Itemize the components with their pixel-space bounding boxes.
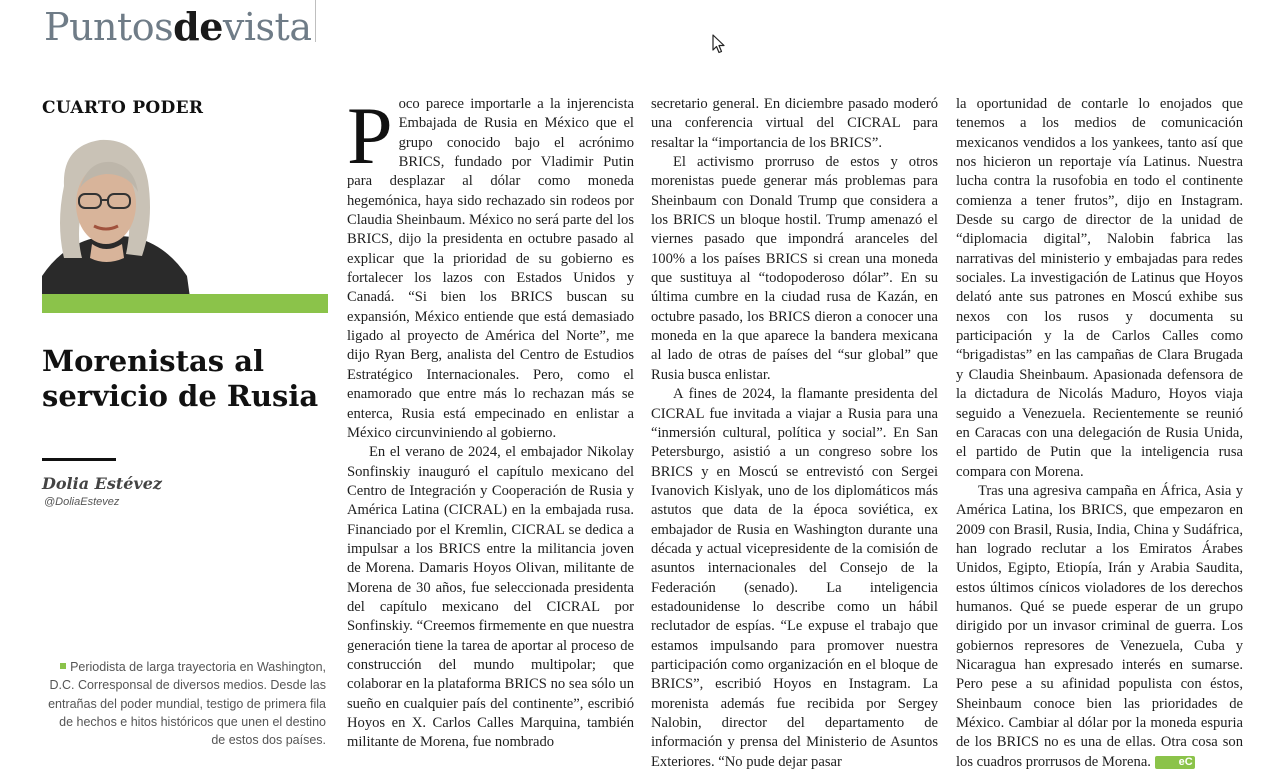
author-photo	[42, 126, 328, 312]
author-bio	[46, 658, 326, 749]
masthead-part1: Puntos	[44, 5, 174, 49]
author-name: Dolia Estévez	[42, 474, 162, 493]
paragraph-text: Tras una agresiva campaña en África, Asia y América Latina, los BRICS, que empezaron en 2009 con Brasil, Rusia, India, China y Sudáfrica, han logrado reclutar a los Emiratos Árabes Unidos, Egipto, Etiopía, Irán y Arabia Saudita, estos últimos cínicos violadores de los derechos humanos. Qué se puede esperar de un grupo dirigido por un invasor criminal de guerra. Los gobiernos represores de Venezuela, Cuba y Nicaragua han expresado interés en sumarse. Pero pese a su afinidad populista con éstos, Sheinbaum conoce bien las prioridades de México. Cambiar al dólar por la moneda espuria de los BRICS no es una de ellas. Otra cosa son los cuadros prorrusos de Morena.	[956, 482, 1243, 770]
paragraph-text: oco parece importarle a la injerencista Embajada de Rusia en México que el grupo conocido bajo el acrónimo BRICS, fundado por Vladimir Putin para desplazar al dólar como moneda hegemónica, haya sido rechazado sin rodeos por Claudia Sheinbaum. México no será parte del los BRICS, dijo la presidenta en octubre pasado al explicar que la prioridad de su gobierno es fortalecer los lazos con Estados Unidos y Canadá. “Si bien los BRICS buscan su expansión, México entiende que está demasiado ligado al proyecto de América del Norte”, me dijo Ryan Berg, analista del Centro de Estudios Estratégico Internacionales. Pero, como el enamorado que entre más lo rechazan más se enterca, Rusia está empecinado en enlistar a México circunviniendo al gobierno.	[347, 96, 634, 441]
mouse-pointer-icon	[712, 34, 726, 54]
article-paragraph	[347, 90, 634, 443]
author-bio-text: Periodista de larga trayectoria en Washington, D.C. Corresponsal de diversos medios. Desde las entrañas del poder mundial, testigo de primera fila de hechos e hitos históricos que unen el destino de estos dos países.	[48, 660, 326, 748]
article-paragraph: la oportunidad de contarle lo enojados que tenemos a los medios de comunicación mexicanos vendidos a los yankees, tanto así que nos hicieron un reportaje vía Latinus. Nuestra lucha contra la rusofobia en todo el continente comienza a tener frutos”, dijo en Instagram. Desde su cargo de director de la unidad de “diplomacia digital”, Nalobin fabrica las narrativas del ministerio y embajadas para redes sociales. La investigación de Latinus que Hoyos delató ante sus patrones en Moscú exhibe sus nexos con los rusos y documenta su participación y la de Carlos Calles como “brigadistas” en las campañas de Clara Brugada y Claudia Sheinbaum. Apasionada defensora de la dictadura de Nicolás Maduro, Hoyos viaja seguido a Venezuela. Recientemente se reunió en Caracas con una delegación de Rusia Unida, el partido de Putin que la inteligencia rusa compara con Morena.	[956, 96, 1243, 480]
headline-rule	[42, 458, 116, 461]
ec-end-mark-icon: eC	[1155, 756, 1195, 769]
article-paragraph	[956, 482, 1243, 772]
accent-bar	[42, 294, 328, 313]
article-paragraph: A fines de 2024, la flamante presidenta del CICRAL fue invitada a viajar a Rusia para una “inmersión cultural, política y social”. En San Petersburgo, asistió a un congreso sobre los BRICS y en Moscú se entrevistó con Sergei Ivanovich Kislyak, uno de los diplomáticos más astutos que data de la época soviética, ex embajador de Rusia en Washington durante una década y actual vicepresidente de la comisión de asuntos internacionales del Consejo de la Federación (senado). La inteligencia estadounidense lo describe como un hábil reclutador de espías. “Le expuse el trabajo que estamos impulsando para promover nuestra participación como organización en el bloque de BRICS”, escribió Hoyos en Instagram. La morenista además fue recibida por Sergey Nalobin, director del departamento de información y prensa del Ministerio de Asuntos Exteriores. “No pude dejar pasar	[651, 386, 938, 770]
drop-cap: P	[347, 90, 393, 181]
article-column-2	[651, 95, 938, 772]
masthead-divider	[315, 0, 316, 42]
article-column-3	[956, 95, 1243, 772]
bio-bullet-icon	[60, 663, 66, 669]
masthead-part3: vista	[222, 5, 312, 49]
article-paragraph: El activismo prorruso de estos y otros morenistas puede generar más problemas para Sheinbaum con Donald Trump que considera a los BRICS un bloque hostil. Trump amenazó el viernes pasado que impondrá aranceles del 100% a los países BRICS si crean una moneda que sustituya al “todopoderoso dólar”. En su última cumbre en la ciudad rusa de Kazán, en octubre pasado, los BRICS dieron a conocer una moneda en la que aparece la bandera mexicana al lado de otras de países del “sur global” que Rusia busca enlistar.	[651, 154, 938, 383]
article-column-1	[347, 90, 634, 753]
article-paragraph: secretario general. En diciembre pasado moderó una conferencia virtual del CICRAL para resaltar la “importancia de los BRICS”.	[651, 96, 938, 151]
article-headline: Morenistas al servicio de Rusia	[42, 344, 319, 413]
author-handle: @DoliaEstevez	[44, 496, 120, 508]
section-label: CUARTO PODER	[42, 98, 204, 118]
article-paragraph: En el verano de 2024, el embajador Nikolay Sonfinskiy inauguró el capítulo mexicano del Centro de Integración y Cooperación de Rusia y América Latina (CICRAL) en la embajada rusa. Financiado por el Kremlin, CICRAL se dedica a impulsar a los BRICS entre la militancia joven de Morena. Damaris Hoyos Olivan, militante de Morena de 30 años, fue seleccionada presidenta del capítulo mexicano del CICRAL por Sonfinskiy. “Creemos firmemente en que nuestra generación tiene la tarea de aportar al proceso de construcción del mundo multipolar; que colaborar en la plataforma BRICS no sea sólo un sueño en cualquier país del continente”, escribió Hoyos en X. Carlos Calles Marquina, también militante de Morena, fue nombrado	[347, 444, 634, 751]
author-portrait-illustration	[42, 126, 328, 312]
masthead	[44, 4, 311, 49]
masthead-part2: de	[173, 4, 223, 49]
